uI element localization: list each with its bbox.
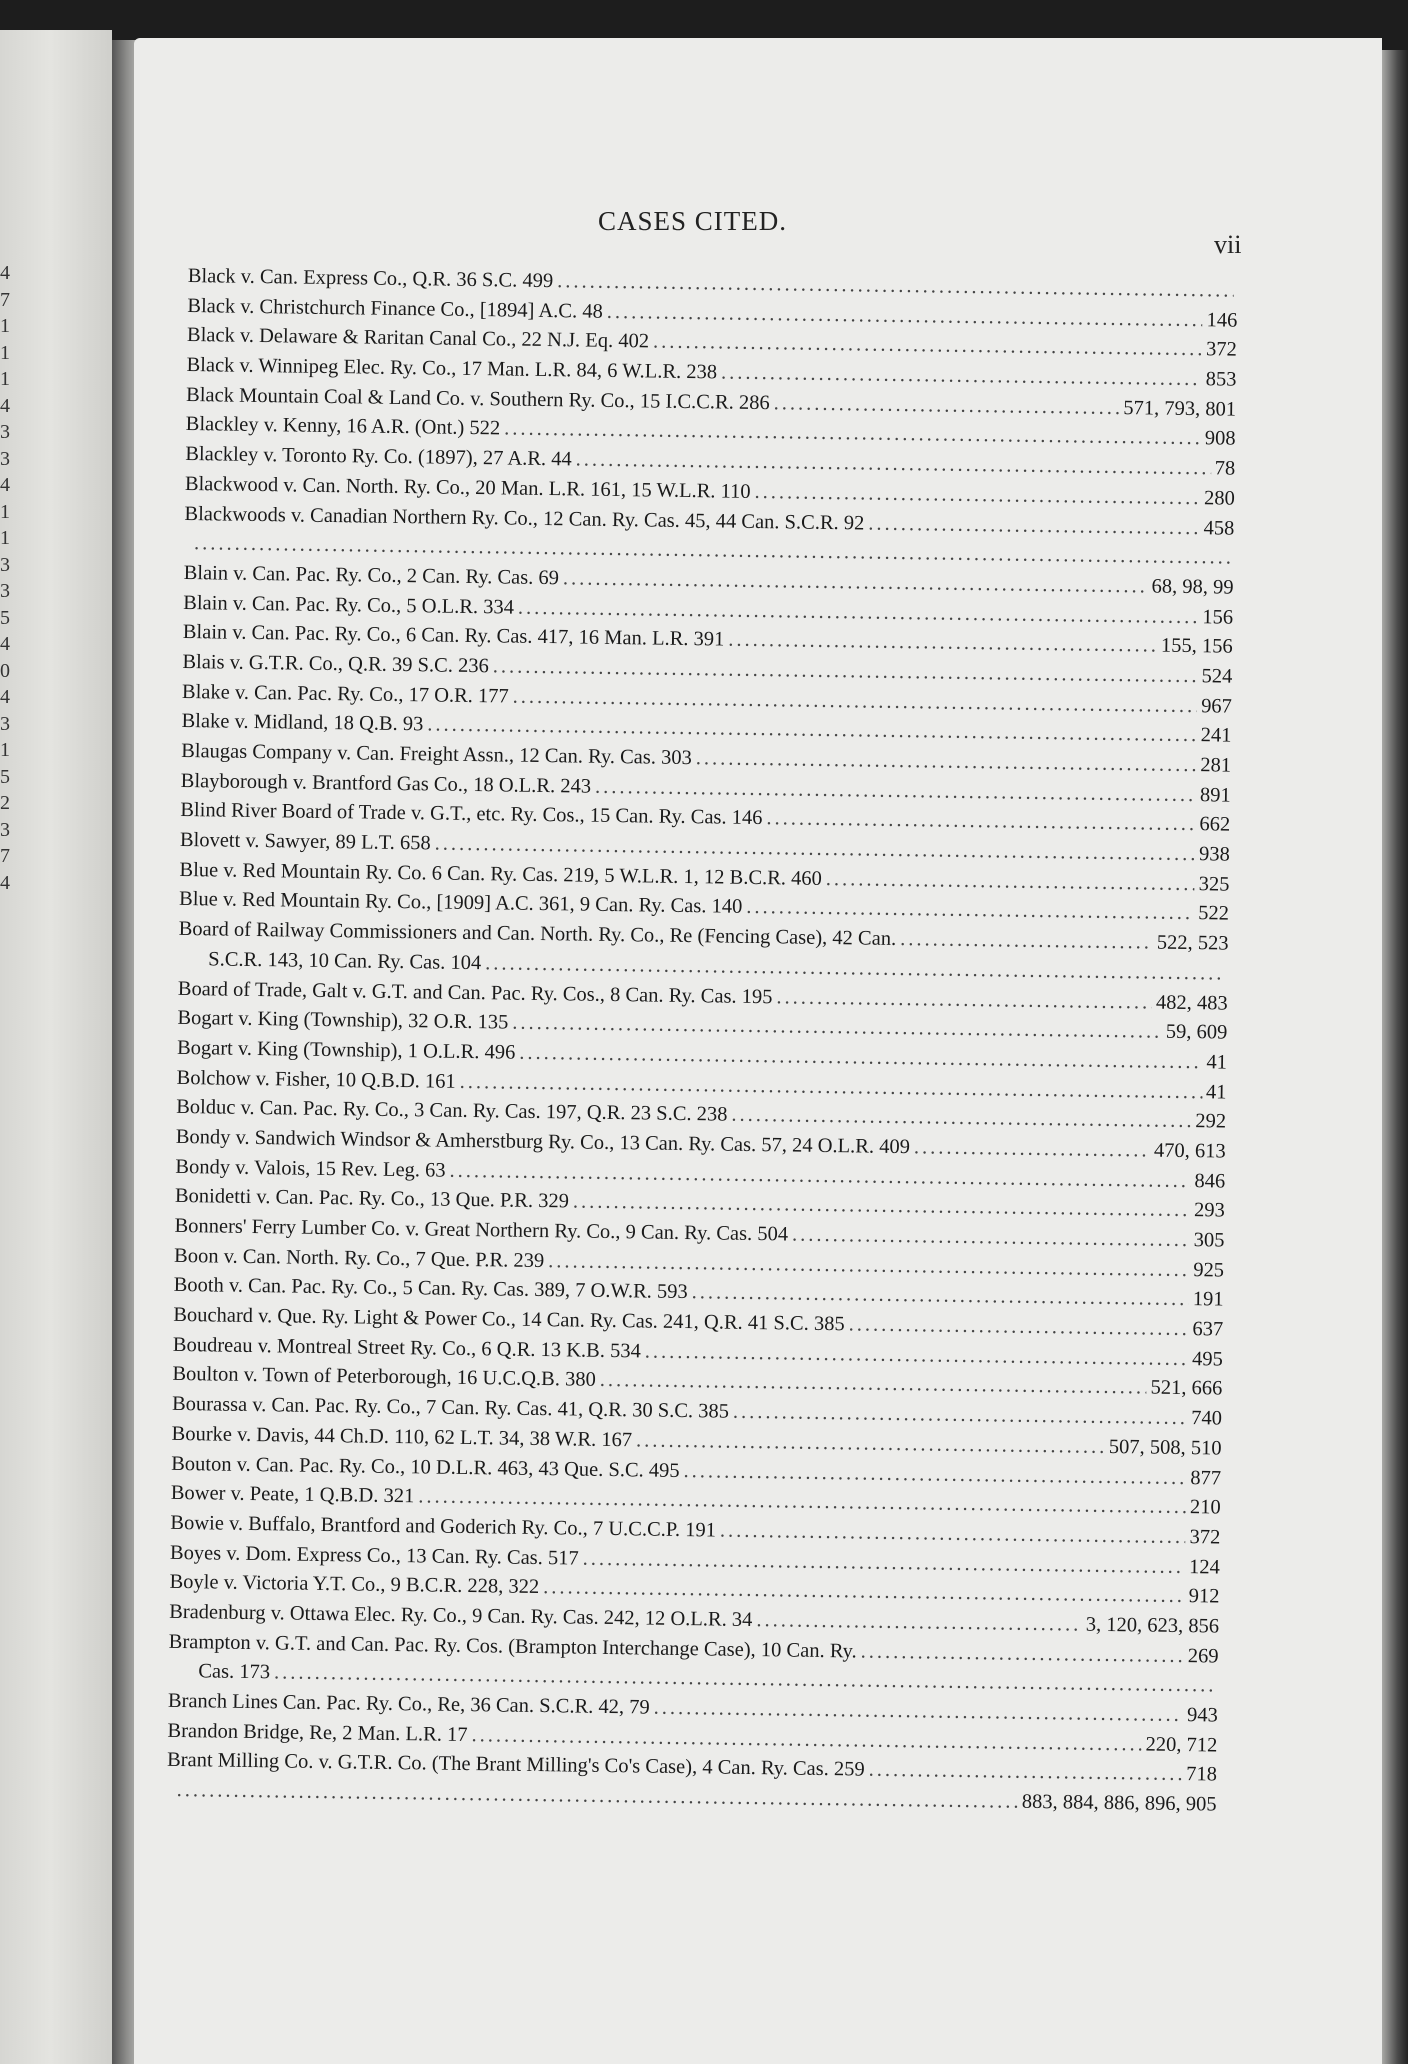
case-citation: Blais v. G.T.R. Co., Q.R. 39 S.C. 236 [182,650,489,678]
case-citation: Bonners' Ferry Lumber Co. v. Great Northern Ry. Co., 9 Can. Ry. Cas. 504 [174,1214,789,1246]
page-references: 41 [1206,1051,1228,1074]
running-head: CASES CITED. [598,206,788,236]
case-citation: Blue v. Red Mountain Ry. Co., [1909] A.C. 361, 9 Can. Ry. Cas. 140 [178,888,743,919]
page-references: 938 [1198,843,1230,866]
page-references: 507, 508, 510 [1108,1435,1222,1460]
case-citation: Boudreau v. Montreal Street Ry. Co., 6 Q.R. 13 K.B. 534 [172,1333,641,1363]
case-citation: Black v. Christchurch Finance Co., [1894] A.C. 48 [187,294,603,323]
page-references: 241 [1200,724,1232,747]
page-references: 292 [1195,1110,1227,1133]
page-references: 943 [1186,1704,1218,1727]
page-references: 68, 98, 99 [1151,575,1234,599]
page-references: 740 [1191,1407,1223,1430]
left-margin-char: 2 [0,792,10,814]
left-page-edge [0,30,112,2064]
case-citation: Blayborough v. Brantford Gas Co., 18 O.L.R. 243 [180,769,592,798]
left-margin-char: 5 [0,606,10,629]
left-margin-char: 4 [0,871,10,894]
page-references: 220, 712 [1145,1733,1218,1757]
page-references: 210 [1189,1496,1221,1519]
page-references: 877 [1190,1466,1222,1490]
page-references: 41 [1205,1080,1227,1104]
case-citation: Black v. Can. Express Co., Q.R. 36 S.C. 499 [187,264,554,293]
case-citation: Black v. Winnipeg Elec. Ry. Co., 17 Man. L.R. 84, 6 W.L.R. 238 [186,354,718,384]
case-citation: Bondy v. Valois, 15 Rev. Leg. 63 [175,1155,446,1182]
case-citation: Bourke v. Davis, 44 Ch.D. 110, 62 L.T. 34, 38 W.R. 167 [171,1422,633,1452]
page-references: 269 [1187,1644,1219,1668]
case-citation: Blain v. Can. Pac. Ry. Co., 2 Can. Ry. Cas. 69 [183,561,560,590]
left-margin-char: 3 [0,580,10,602]
dot-leader [848,1310,1188,1344]
case-citation: Bower v. Peate, 1 Q.B.D. 321 [170,1482,415,1508]
case-citation: Blind River Board of Trade v. G.T., etc. Ry. Cos., 15 Can. Ry. Cas. 146 [180,799,763,830]
page-references: 372 [1205,338,1238,362]
page-references: 305 [1193,1229,1225,1252]
case-citation: Blackley v. Toronto Ry. Co. (1897), 27 A.R. 44 [185,443,572,471]
case-citation: Bourassa v. Can. Pac. Ry. Co., 7 Can. Ry. Cas. 41, Q.R. 30 S.C. 385 [171,1393,730,1423]
case-citation: Bonidetti v. Can. Pac. Ry. Co., 13 Que. P.R. 329 [174,1185,570,1213]
case-citation: S.C.R. 143, 10 Can. Ry. Cas. 104 [208,948,482,974]
case-citation: Blain v. Can. Pac. Ry. Co., 6 Can. Ry. Cas. 417, 16 Man. L.R. 391 [182,621,725,651]
left-margin-char: 3 [0,447,10,470]
case-citation: Bondy v. Sandwich Windsor & Amherstburg Ry. Co., 13 Can. Ry. Cas. 57, 24 O.L.R. 409 [175,1125,911,1159]
page-references: 637 [1192,1318,1224,1341]
case-citation: Blackwood v. Can. North. Ry. Co., 20 Man. L.R. 161, 15 W.L.R. 110 [184,472,751,503]
left-margin-char: 7 [0,845,10,867]
dot-leader [914,1133,1150,1166]
case-citation: Booth v. Can. Pac. Ry. Co., 5 Can. Ry. Cas. 389, 7 O.W.R. 593 [173,1274,688,1304]
page-references: 524 [1201,665,1233,688]
left-margin-char: 0 [0,659,10,682]
left-margin-char: 4 [0,394,10,417]
case-citation: Bradenburg v. Ottawa Elec. Ry. Co., 9 Can. Ry. Cas. 242, 12 O.L.R. 34 [168,1600,753,1631]
case-citation: Bowie v. Buffalo, Brantford and Goderich Ry. Co., 7 U.C.C.P. 191 [170,1511,717,1542]
case-citation: Boon v. Can. North. Ry. Co., 7 Que. P.R. 239 [173,1244,545,1272]
page-references: 912 [1188,1585,1220,1608]
case-citation: Blue v. Red Mountain Ry. Co. 6 Can. Ry. Cas. 219, 5 W.L.R. 1, 12 B.C.R. 460 [179,858,823,890]
case-citation: Boyes v. Dom. Express Co., 13 Can. Ry. Cas. 517 [169,1541,579,1570]
page-references: 156 [1202,605,1234,629]
case-citation: Black Mountain Coal & Land Co. v. Southern Ry. Co., 15 I.C.C.R. 286 [185,383,770,414]
left-margin-char: 3 [0,712,10,735]
left-margin-char: 1 [0,341,10,364]
left-margin-char: 4 [0,474,10,496]
case-citation: Blovett v. Sawyer, 89 L.T. 658 [179,829,431,855]
page-references: 372 [1189,1525,1221,1549]
page-references: 470, 613 [1153,1139,1226,1163]
page-references: 146 [1206,308,1238,332]
page-references: 925 [1193,1258,1225,1282]
page-references: 967 [1200,694,1233,718]
page-references: 325 [1198,872,1230,896]
case-citation: Boulton v. Town of Peterborough, 16 U.C.Q.B. 380 [172,1363,596,1392]
page-references: 853 [1205,368,1237,391]
page-references: 293 [1193,1199,1226,1222]
left-margin-char: 1 [0,315,10,337]
case-citation: Boyle v. Victoria Y.T. Co., 9 B.C.R. 228, 322 [169,1571,540,1599]
page-references: 521, 666 [1150,1376,1223,1400]
page-references: 482, 483 [1155,991,1228,1015]
left-margin-char: 3 [0,421,10,443]
case-citation: Brandon Bridge, Re, 2 Man. L.R. 17 [167,1719,468,1746]
page-references: 908 [1204,427,1236,451]
page-references: 662 [1199,813,1231,836]
case-citation: Bouton v. Can. Pac. Ry. Co., 10 D.L.R. 463, 43 Que. S.C. 495 [171,1452,680,1482]
case-citation: Blaugas Company v. Can. Freight Assn., 12 Can. Ry. Cas. 303 [181,739,692,770]
case-citation: Bouchard v. Que. Ry. Light & Power Co., 14 Can. Ry. Cas. 241, Q.R. 41 S.C. 385 [173,1303,845,1336]
case-citation: Blain v. Can. Pac. Ry. Co., 5 O.L.R. 334 [183,591,515,619]
page-references: 891 [1199,783,1231,807]
dot-leader [868,1756,1182,1790]
left-margin-char: 1 [0,368,10,390]
page-references: 495 [1191,1347,1223,1371]
case-citation: Blackwoods v. Canadian Northern Ry. Co., 12 Can. Ry. Cas. 45, 44 Can. S.C.R. 92 [184,502,865,534]
left-margin-char: 3 [0,818,10,841]
page-references: 883, 884, 886, 896, 905 [1021,1790,1217,1816]
page-references: 571, 793, 801 [1123,396,1237,421]
page-number: vii [1214,230,1242,259]
left-margin-char: 7 [0,288,10,311]
page-references: 78 [1214,457,1236,480]
case-citation: Cas. 173 [198,1660,271,1684]
left-margin-char: 3 [0,553,10,576]
case-citation: Bogart v. King (Township), 1 O.L.R. 496 [176,1036,516,1064]
page-references: 846 [1194,1169,1226,1193]
left-margin-char: 4 [0,262,10,284]
case-citation: Board of Railway Commissioners and Can. North. Ry. Co., Re (Fencing Case), 42 Can. [178,918,897,951]
page-references: 522, 523 [1156,931,1229,955]
page-references: 281 [1200,754,1232,777]
case-citation: Blake v. Midland, 18 Q.B. 93 [181,710,424,736]
left-margin-char: 1 [0,527,10,549]
page-references: 280 [1203,487,1235,510]
left-margin-char: 1 [0,739,10,761]
case-citation: Black v. Delaware & Raritan Canal Co., 22 N.J. Eq. 402 [186,324,650,353]
page-references: 458 [1203,516,1235,540]
dot-leader [756,1606,1082,1640]
page-references: 124 [1188,1555,1221,1579]
page-references: 718 [1186,1763,1218,1786]
case-citation: Blackley v. Kenny, 16 A.R. (Ont.) 522 [185,413,501,440]
case-citation: Brampton v. G.T. and Can. Pac. Ry. Cos. (Brampton Interchange Case), 10 Can. Ry. [168,1630,857,1663]
case-citation: Bolchow v. Fisher, 10 Q.B.D. 161 [176,1066,456,1093]
page-references: 3, 120, 623, 856 [1085,1613,1220,1638]
page-references: 191 [1192,1288,1224,1311]
page-edge-shadow [1382,50,1408,2064]
dot-leader [773,389,1119,424]
left-margin-char: 4 [0,686,10,708]
case-citation: Board of Trade, Galt v. G.T. and Can. Pac. Ry. Cos., 8 Can. Ry. Cas. 195 [177,977,773,1008]
case-citation: Bolduc v. Can. Pac. Ry. Co., 3 Can. Ry. Cas. 197, Q.R. 23 S.C. 238 [176,1096,728,1126]
cases-cited-index [166,262,1237,1820]
dot-leader [868,509,1200,543]
case-citation: Brant Milling Co. v. G.T.R. Co. (The Brant Milling's Co's Case), 4 Can. Ry. Cas. 259 [166,1749,865,1781]
dot-leader [900,925,1153,958]
page-references: 59, 609 [1165,1020,1228,1044]
case-citation: Bogart v. King (Township), 32 O.R. 135 [177,1007,509,1034]
case-citation: Blake v. Can. Pac. Ry. Co., 17 O.R. 177 [181,680,509,708]
left-margin-char: 1 [0,500,10,523]
left-margin-char: 5 [0,765,10,788]
dot-leader [860,1637,1184,1671]
left-margin-char: 4 [0,633,10,655]
case-citation: Branch Lines Can. Pac. Ry. Co., Re, 36 Can. S.C.R. 42, 79 [167,1689,650,1719]
page-references: 522 [1198,902,1230,926]
page-references: 155, 156 [1160,634,1233,658]
